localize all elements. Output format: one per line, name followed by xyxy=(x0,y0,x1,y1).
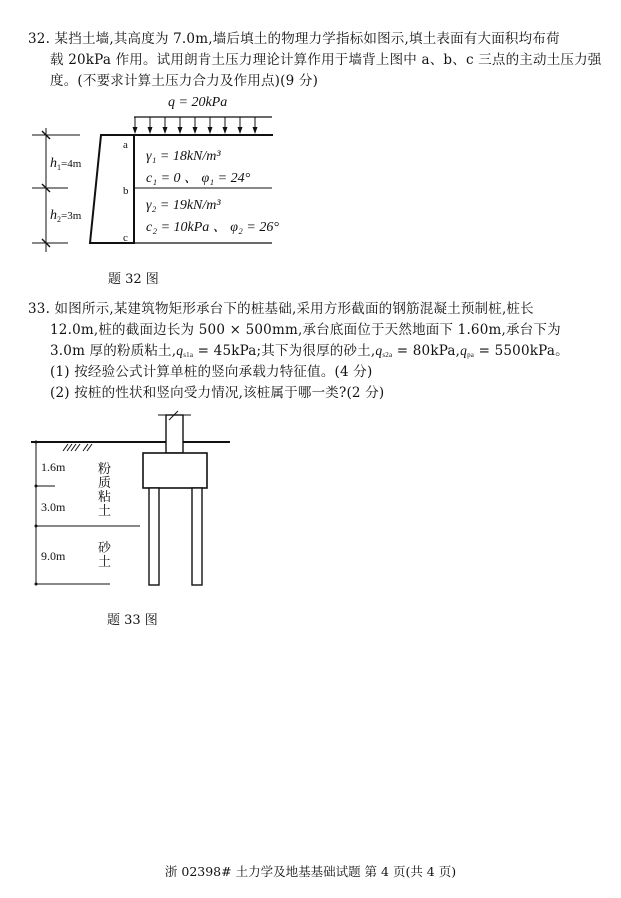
soil-label-silty-clay xyxy=(98,461,111,518)
depth-label-1: 1.6m xyxy=(41,460,66,474)
arrow-head-icon xyxy=(238,127,243,134)
arrow-head-icon xyxy=(133,127,138,134)
layer2-c-phi: c₂ = 10kPa 、 φ₂ = 26° xyxy=(146,220,279,235)
ground-hatch xyxy=(63,444,92,451)
layer1-c-phi: c₁ = 0 、 φ₁ = 24° xyxy=(146,171,251,186)
q33-line-3a: 3.0m 厚的粉质粘土, xyxy=(50,343,177,359)
arrow-head-icon xyxy=(148,127,153,134)
pile-right xyxy=(192,488,202,585)
depth-label-3: 9.0m xyxy=(41,549,66,563)
figure-33-pile-foundation xyxy=(0,400,621,600)
soil-label-char: 粉 xyxy=(98,461,112,476)
q33-line-3b: = 45kPa;其下为很厚的砂土, xyxy=(193,343,376,359)
arrow-head-icon xyxy=(163,127,168,134)
figure-33-caption: 题 33 图 xyxy=(107,613,158,628)
arrow-head-icon xyxy=(193,127,198,134)
layer2-gamma: γ₂ = 19kN/m³ xyxy=(146,198,221,213)
q33-line-3 xyxy=(50,343,569,363)
pile-left xyxy=(149,488,159,585)
point-c: c xyxy=(123,232,128,244)
soil-label-char: 土 xyxy=(98,554,112,569)
q32-line-2: 载 20kPa 作用。试用朗肯土压力理论计算作用于墙背上图中 a、b、c 三点的主动土压力强 xyxy=(50,52,602,68)
qs1a-symbol: $q_{s1a}$ xyxy=(176,343,194,359)
point-a: a xyxy=(123,139,128,151)
point-b: b xyxy=(123,185,129,197)
arrow-head-icon xyxy=(253,127,258,134)
arrow-head-icon xyxy=(223,127,228,134)
depth-label-2: 3.0m xyxy=(41,500,66,514)
qpa-symbol: $q_{pa}$ xyxy=(460,343,475,359)
q33-sub-question-1: (1) 按经验公式计算单桩的竖向承载力特征值。(4 分) xyxy=(50,364,373,380)
figure-32-retaining-wall xyxy=(0,0,621,270)
arrow-head-icon xyxy=(208,127,213,134)
soil-label-char: 质 xyxy=(98,475,112,490)
soil-label-char: 砂 xyxy=(98,540,112,555)
h2-label: $h_2^{=3m}$ xyxy=(50,208,82,224)
q33-line-2: 12.0m,桩的截面边长为 500 × 500mm,承台底面位于天然地面下 1.60m,承台下为 xyxy=(50,322,561,338)
page-footer: 浙 02398# 土力学及地基基础试题 第 4 页(共 4 页) xyxy=(164,864,457,879)
load-arrows xyxy=(133,117,258,134)
layer1-gamma: γ₁ = 18kN/m³ xyxy=(146,149,221,164)
q33-line-3c: = 80kPa, xyxy=(392,343,461,359)
pile-cap xyxy=(143,453,207,488)
q32-line-1: 32. 某挡土墙,其高度为 7.0m,墙后填土的物理力学指标如图示,填土表面有大面积均布荷 xyxy=(28,31,560,47)
arrow-head-icon xyxy=(178,127,183,134)
soil-label-char: 土 xyxy=(98,503,112,518)
qs2a-symbol: $q_{s2a}$ xyxy=(375,343,393,359)
q32-line-3: 度。(不要求计算土压力合力及作用点)(9 分) xyxy=(50,73,319,89)
q33-sub-question-2: (2) 按桩的性状和竖向受力情况,该桩属于哪一类?(2 分) xyxy=(50,385,385,401)
figure-32-caption: 题 32 图 xyxy=(108,272,159,287)
load-label: q = 20kPa xyxy=(168,95,228,110)
soil-label-sand xyxy=(98,540,112,569)
column xyxy=(166,415,183,453)
q33-line-3d: = 5500kPa。 xyxy=(474,343,569,359)
soil-label-char: 粘 xyxy=(98,489,112,504)
q33-line-1: 33. 如图所示,某建筑物矩形承台下的桩基础,采用方形截面的钢筋混凝土预制桩,桩长 xyxy=(28,301,534,317)
h1-label: $h_1^{=4m}$ xyxy=(50,156,82,172)
